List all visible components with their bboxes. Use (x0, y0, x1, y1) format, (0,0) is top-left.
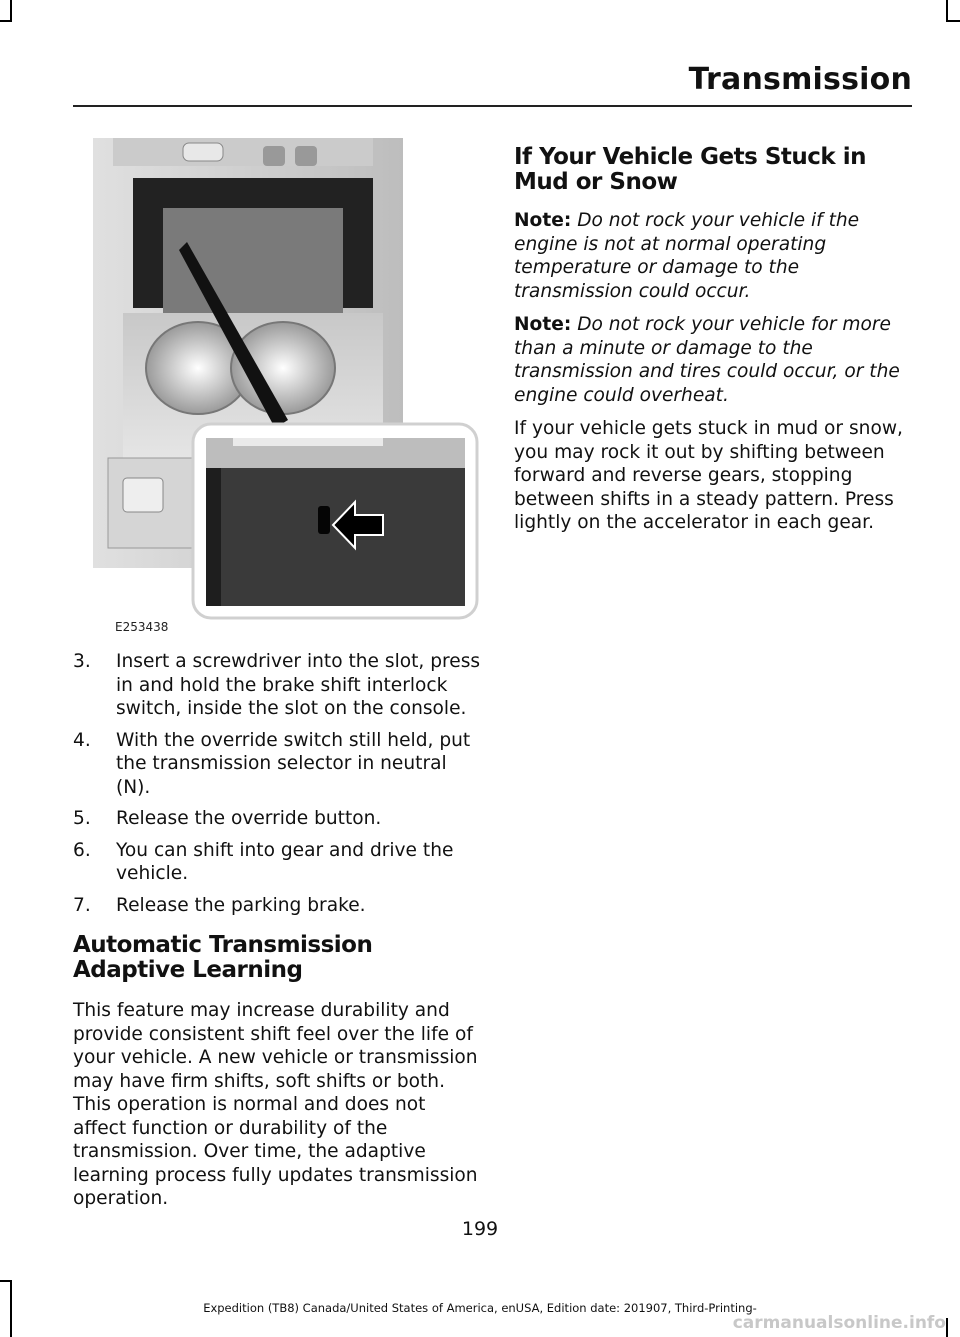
crop-mark-top-left-h (0, 20, 12, 22)
crop-mark-bottom-right (946, 1318, 948, 1337)
edition-footer: Expedition (TB8) Canada/United States of America, enUSA, Edition date: 201907, Third-Printing- (203, 1301, 757, 1315)
crop-mark-top-right-h (946, 20, 960, 22)
stuck-body: If your vehicle gets stuck in mud or snow, you may rock it out by shifting between forward and reverse gears, stopping between shifts in a steady pattern. Press lightly on the accelerator in each gear. (514, 418, 903, 533)
step-item: 5. Release the override button. (73, 808, 382, 829)
page-number: 199 (461, 1218, 499, 1240)
right-column (514, 145, 910, 535)
step-list (73, 650, 483, 917)
adaptive-learning-heading: Automatic Transmission Adaptive Learning (73, 932, 373, 983)
note-engine-temperature: Note: Do not rock your vehicle if the engine is not at normal operating temperature or damage to the transmission could occur. (514, 210, 860, 302)
stuck-heading: If Your Vehicle Gets Stuck in Mud or Snow (514, 144, 866, 195)
crop-mark-top-right (946, 0, 948, 22)
step-item: 4. With the override switch still held, put the transmission selector in neutral (N). (73, 729, 471, 798)
left-column (73, 650, 483, 1211)
crop-mark-bottom-left-h (0, 1280, 12, 1282)
page-title: Transmission (688, 62, 912, 97)
adaptive-learning-body: This feature may increase durability and provide consistent shift feel over the life of your vehicle. A new vehicle or transmission may have firm shifts, soft shifts or both. This operation is normal and does not affect function or durability of the transmission. Over time, the adaptive learning process fully updates transmission operation. (73, 1000, 478, 1209)
step-item: 6. You can shift into gear and drive the vehicle. (73, 839, 454, 884)
step-item: 7. Release the parking brake. (73, 894, 366, 916)
figure-code: E253438 (115, 620, 169, 634)
watermark: carmanualsonline.info (732, 1313, 946, 1333)
header-divider (73, 105, 912, 107)
note-rock-duration: Note: Do not rock your vehicle for more than a minute or damage to the transmission and tires could occur, or the engine could overheat. (514, 314, 900, 406)
step-item: 3. Insert a screwdriver into the slot, press in and hold the brake shift interlock switch, inside the slot on the console. (73, 651, 481, 719)
console-illustration (93, 138, 480, 640)
crop-mark-top-left (10, 0, 12, 22)
